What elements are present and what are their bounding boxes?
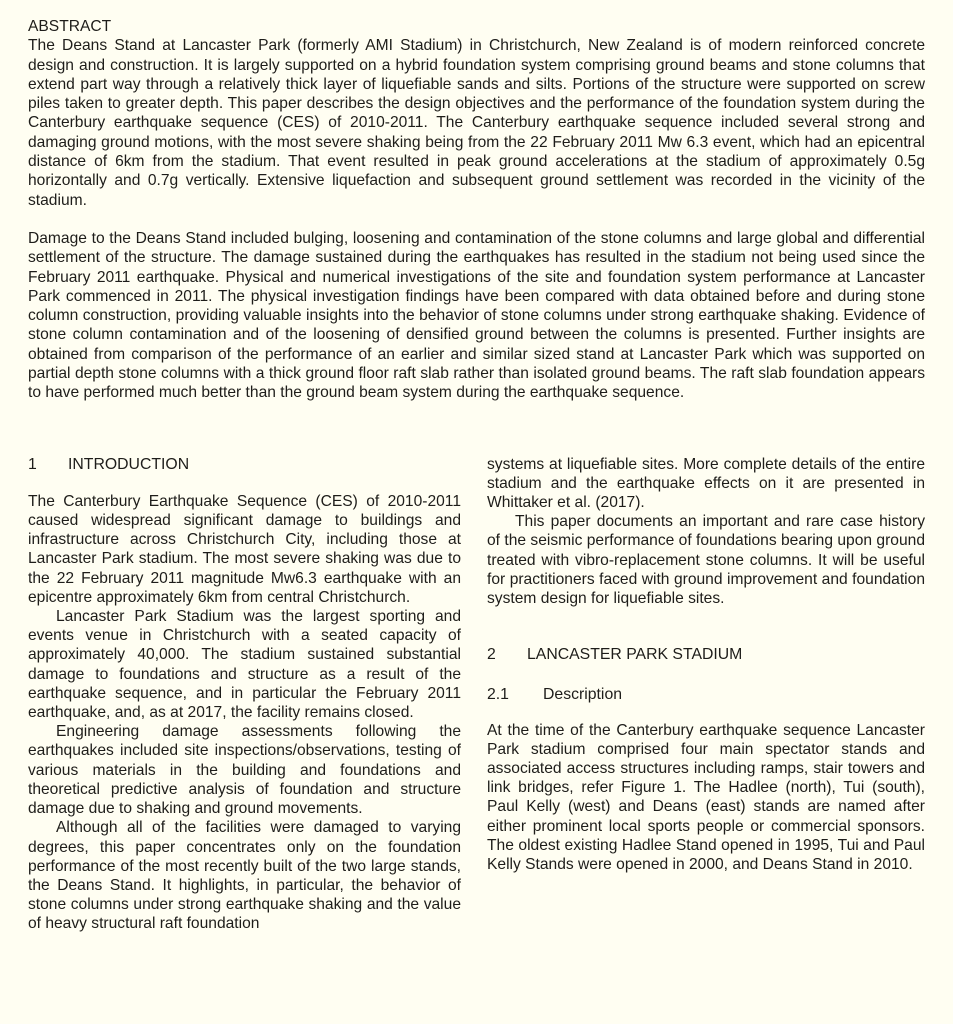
section-2-title: LANCASTER PARK STADIUM [527,646,743,664]
intro-paragraph-3: Engineering damage assessments following the earthquakes included site inspections/observations, testing of various materials in the building and foundations and theoretical predictive analysis of foundation and structure damage due to shaking and ground movements. [28,723,461,818]
paragraph-spacer [28,210,925,229]
abstract-paragraph-1: The Deans Stand at Lancaster Park (formerly AMI Stadium) in Christchurch, New Zealand is of modern reinforced concrete design and construction. It is largely supported on a hybrid foundation system comprising ground beams and stone columns that extend part way through a relatively thick layer of liquefiable sands and silts. Portions of the structure were supported on screw piles taken to greater depth. This paper describes the design objectives and the performance of the foundation system during the Canterbury earthquake sequence (CES) of 2010-2011. The Canterbury earthquake sequence included several strong and damaging ground motions, with the most severe shaking being from the 22 February 2011 Mw 6.3 event, which had an epicentral distance of 6km from the stadium. That event resulted in peak ground accelerations at the stadium of approximately 0.5g horizontally and 0.7g vertically. Extensive liquefaction and subsequent ground settlement was recorded in the vicinity of the stadium. [28,37,925,209]
intro-continuation-paragraph: systems at liquefiable sites. More complete details of the entire stadium and the earthquake effects on it are presented in Whittaker et al. (2017). [487,455,925,512]
section-1-number: 1 [28,455,37,473]
section-1-title: INTRODUCTION [68,455,190,473]
intro-paragraph-5: This paper documents an important and rare case history of the seismic performance of foundations bearing upon ground treated with vibro-replacement stone columns. It will be useful for practitioners faced with ground improvement and foundation system design for liquefiable sites. [487,513,925,608]
section-2-1-number: 2.1 [487,686,509,704]
abstract-section [28,17,925,403]
section-2-heading [487,645,925,664]
section-2-1-heading [487,685,925,704]
right-column [487,455,925,934]
section-2-1-title: Description [543,686,623,704]
section-2-number: 2 [487,646,496,664]
section-1-heading [28,455,461,474]
abstract-heading: ABSTRACT [28,18,112,35]
abstract-paragraph-2: Damage to the Deans Stand included bulging, loosening and contamination of the stone columns and large global and differential settlement of the structure. The damage sustained during the earthquakes has resulted in the stadium not being used since the February 2011 earthquake. Physical and numerical investigations of the site and foundation system performance at Lancaster Park commenced in 2011. The physical investigation findings have been compared with data obtained before and during stone column construction, providing valuable insights into the behavior of stone columns under strong earthquake shaking. Evidence of stone column contamination and of the loosening of densified ground between the columns is presented. Further insights are obtained from comparison of the performance of an earlier and similar sized stand at Lancaster Park which was supported on partial depth stone columns with a thick ground floor raft slab rather than isolated ground beams. The raft slab foundation appears to have performed much better than the ground beam system during the earthquake sequence. [28,229,925,402]
intro-paragraph-4: Although all of the facilities were damaged to varying degrees, this paper concentrates only on the foundation performance of the most recently built of the two large stands, the Deans Stand. It highlights, in particular, the behavior of stone columns under strong earthquake shaking and the value of heavy structural raft foundation [28,819,461,933]
two-column-body [28,455,925,934]
intro-paragraph-2: Lancaster Park Stadium was the largest sporting and events venue in Christchurch with a seated capacity of approximately 40,000. The stadium sustained substantial damage to foundations and structure as a result of the earthquake sequence, and in particular the February 2011 earthquake, and, as at 2017, the facility remains closed. [28,608,461,722]
intro-paragraph-1: The Canterbury Earthquake Sequence (CES) of 2010-2011 caused widespread significant damage to buildings and infrastructure across Christchurch City, including those at Lancaster Park stadium. The most severe shaking was due to the 22 February 2011 magnitude Mw6.3 earthquake with an epicentre approximately 6km from central Christchurch. [28,492,461,606]
description-paragraph-1: At the time of the Canterbury earthquake sequence Lancaster Park stadium comprised four main spectator stands and associated access structures including ramps, stair towers and link bridges, refer Figure 1. The Hadlee (north), Tui (south), Paul Kelly (west) and Deans (east) stands are named after either prominent local sports people or commercial sponsors. The oldest existing Hadlee Stand opened in 1995, Tui and Paul Kelly Stands were opened in 2000, and Deans Stand in 2010. [487,721,925,874]
left-column [28,455,461,934]
